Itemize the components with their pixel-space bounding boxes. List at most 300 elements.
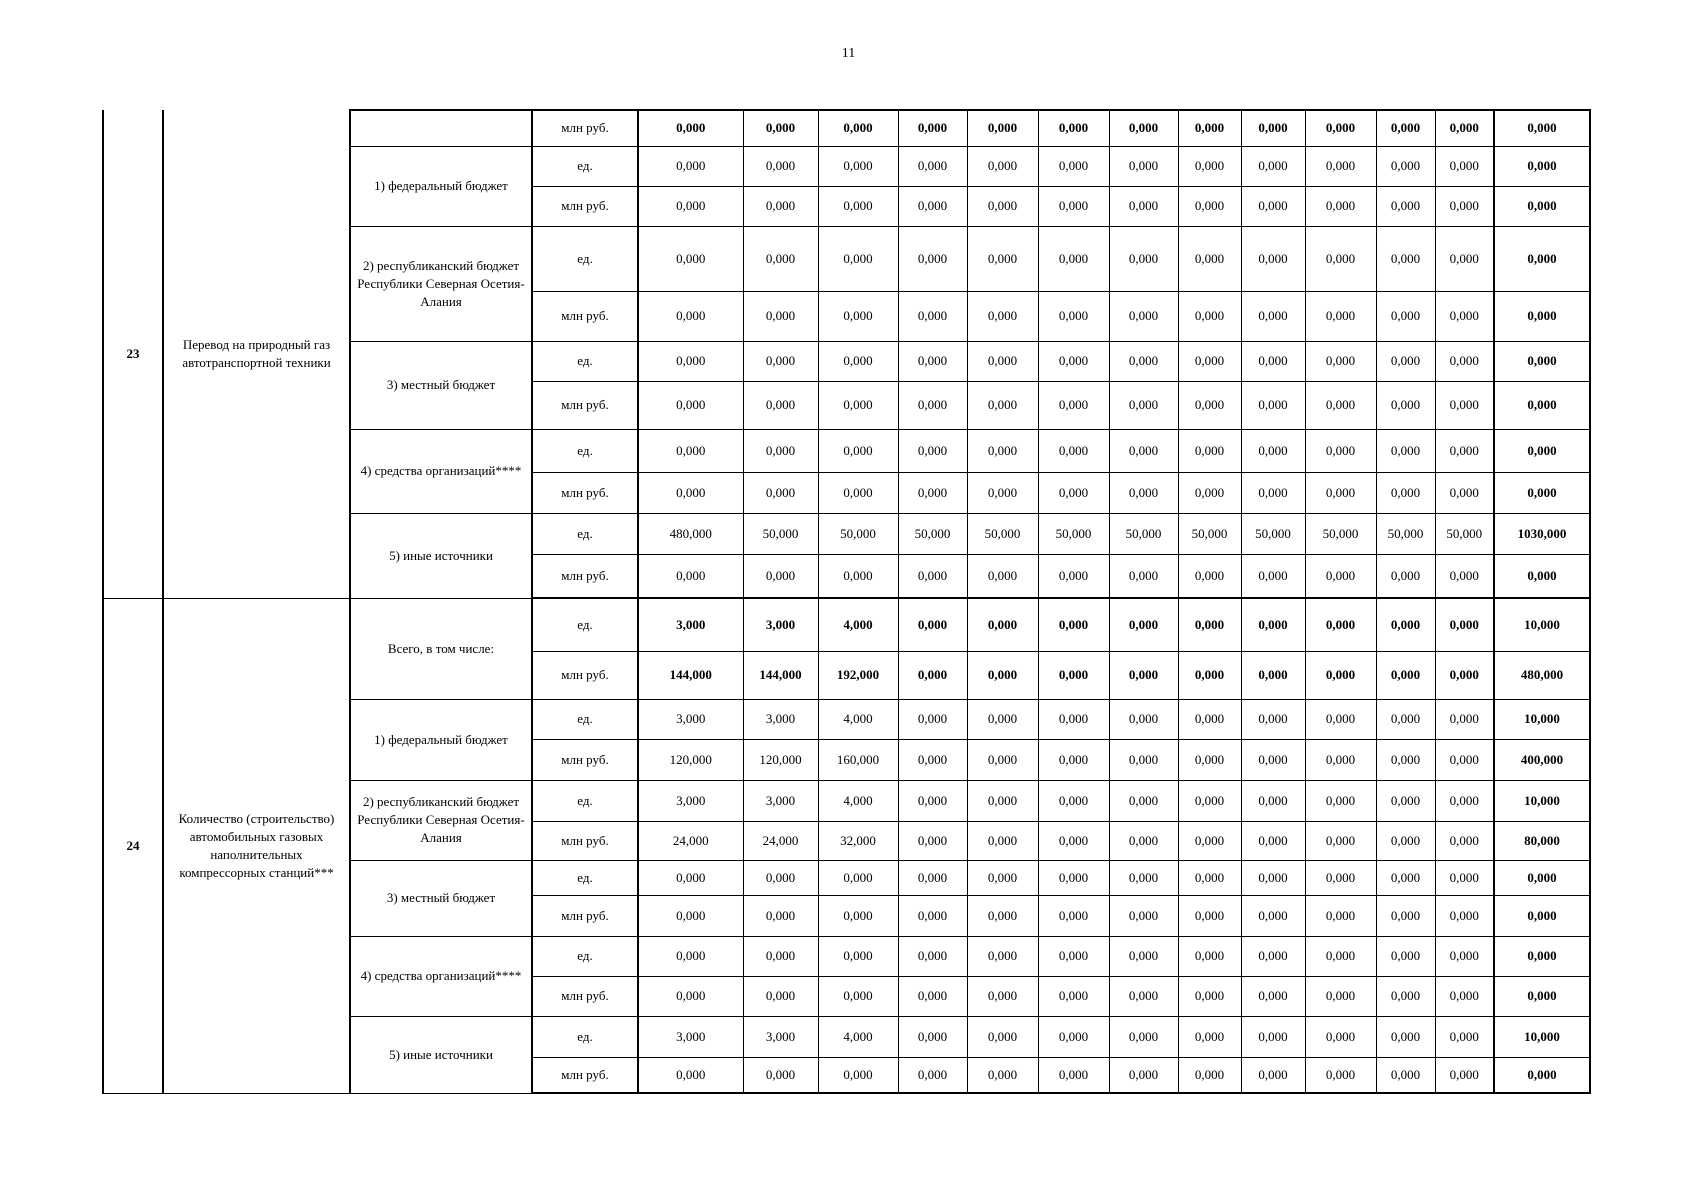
value-cell: 0,000 — [967, 1016, 1038, 1057]
value-cell: 0,000 — [1435, 186, 1494, 226]
value-cell: 0,000 — [1241, 860, 1305, 895]
value-cell: 0,000 — [1178, 598, 1241, 651]
value-cell: 0,000 — [1241, 1057, 1305, 1093]
value-cell: 0,000 — [743, 146, 818, 186]
value-cell: 0,000 — [1376, 1016, 1435, 1057]
value-cell: 0,000 — [743, 472, 818, 513]
table-row — [103, 598, 1590, 651]
total-cell: 480,000 — [1494, 651, 1590, 699]
row-number: 23 — [103, 110, 163, 598]
value-cell: 0,000 — [1241, 429, 1305, 472]
value-cell: 0,000 — [1376, 429, 1435, 472]
value-cell: 0,000 — [1376, 110, 1435, 146]
value-cell: 3,000 — [638, 780, 743, 821]
value-cell: 0,000 — [1241, 341, 1305, 381]
value-cell: 0,000 — [1435, 1016, 1494, 1057]
unit-cell: млн руб. — [532, 651, 638, 699]
value-cell: 0,000 — [1305, 381, 1376, 429]
value-cell: 0,000 — [1038, 554, 1109, 598]
unit-cell: ед. — [532, 513, 638, 554]
unit-cell: млн руб. — [532, 976, 638, 1016]
value-cell: 0,000 — [638, 472, 743, 513]
value-cell: 0,000 — [1376, 598, 1435, 651]
funding-source: 2) республиканский бюджет Республики Северная Осетия-Алания — [350, 780, 532, 860]
value-cell: 0,000 — [1038, 429, 1109, 472]
value-cell: 0,000 — [1305, 598, 1376, 651]
unit-cell: млн руб. — [532, 895, 638, 936]
unit-cell: ед. — [532, 226, 638, 291]
value-cell: 0,000 — [818, 110, 898, 146]
value-cell: 0,000 — [1241, 976, 1305, 1016]
value-cell: 0,000 — [818, 976, 898, 1016]
value-cell: 0,000 — [1376, 186, 1435, 226]
value-cell: 0,000 — [1435, 780, 1494, 821]
value-cell: 192,000 — [818, 651, 898, 699]
value-cell: 50,000 — [1435, 513, 1494, 554]
value-cell: 0,000 — [898, 780, 967, 821]
funding-source: Всего, в том числе: — [350, 598, 532, 699]
value-cell: 0,000 — [898, 1016, 967, 1057]
total-cell: 0,000 — [1494, 860, 1590, 895]
total-cell: 0,000 — [1494, 110, 1590, 146]
value-cell: 0,000 — [1178, 226, 1241, 291]
value-cell: 50,000 — [1038, 513, 1109, 554]
total-cell: 0,000 — [1494, 936, 1590, 976]
value-cell: 0,000 — [743, 976, 818, 1016]
value-cell: 0,000 — [743, 226, 818, 291]
table-row — [103, 110, 1590, 146]
value-cell: 0,000 — [1376, 341, 1435, 381]
unit-cell: млн руб. — [532, 1057, 638, 1093]
value-cell: 144,000 — [638, 651, 743, 699]
value-cell: 0,000 — [1109, 739, 1178, 780]
value-cell: 144,000 — [743, 651, 818, 699]
value-cell: 24,000 — [638, 821, 743, 860]
value-cell: 3,000 — [743, 598, 818, 651]
value-cell: 0,000 — [1241, 110, 1305, 146]
value-cell: 0,000 — [1435, 739, 1494, 780]
value-cell: 0,000 — [1241, 739, 1305, 780]
value-cell: 0,000 — [1241, 780, 1305, 821]
value-cell: 0,000 — [967, 598, 1038, 651]
value-cell: 0,000 — [898, 860, 967, 895]
value-cell: 0,000 — [1435, 1057, 1494, 1093]
value-cell: 50,000 — [743, 513, 818, 554]
value-cell: 0,000 — [1178, 554, 1241, 598]
value-cell: 0,000 — [1038, 936, 1109, 976]
funding-source — [350, 110, 532, 146]
value-cell: 0,000 — [638, 291, 743, 341]
value-cell: 0,000 — [638, 381, 743, 429]
value-cell: 0,000 — [1109, 895, 1178, 936]
value-cell: 3,000 — [638, 699, 743, 739]
value-cell: 0,000 — [1038, 651, 1109, 699]
value-cell: 0,000 — [1038, 110, 1109, 146]
value-cell: 0,000 — [1038, 739, 1109, 780]
value-cell: 0,000 — [1178, 1016, 1241, 1057]
value-cell: 0,000 — [1038, 341, 1109, 381]
value-cell: 0,000 — [1241, 651, 1305, 699]
value-cell: 0,000 — [967, 381, 1038, 429]
value-cell: 0,000 — [1178, 651, 1241, 699]
value-cell: 0,000 — [898, 895, 967, 936]
value-cell: 0,000 — [898, 1057, 967, 1093]
value-cell: 0,000 — [1241, 291, 1305, 341]
value-cell: 0,000 — [1376, 780, 1435, 821]
value-cell: 0,000 — [1305, 860, 1376, 895]
value-cell: 0,000 — [1376, 936, 1435, 976]
value-cell: 0,000 — [898, 821, 967, 860]
value-cell: 0,000 — [1376, 1057, 1435, 1093]
value-cell: 0,000 — [967, 291, 1038, 341]
value-cell: 4,000 — [818, 598, 898, 651]
value-cell: 0,000 — [1376, 976, 1435, 1016]
value-cell: 0,000 — [1178, 860, 1241, 895]
value-cell: 0,000 — [638, 936, 743, 976]
value-cell: 0,000 — [967, 780, 1038, 821]
value-cell: 0,000 — [898, 429, 967, 472]
value-cell: 0,000 — [1178, 381, 1241, 429]
value-cell: 0,000 — [1435, 895, 1494, 936]
total-cell: 0,000 — [1494, 429, 1590, 472]
funding-source: 3) местный бюджет — [350, 860, 532, 936]
value-cell: 0,000 — [1109, 1057, 1178, 1093]
value-cell: 0,000 — [743, 381, 818, 429]
total-cell: 10,000 — [1494, 699, 1590, 739]
value-cell: 0,000 — [1376, 554, 1435, 598]
value-cell: 0,000 — [1241, 936, 1305, 976]
funding-source: 1) федеральный бюджет — [350, 146, 532, 226]
value-cell: 0,000 — [743, 110, 818, 146]
value-cell: 0,000 — [1109, 472, 1178, 513]
value-cell: 0,000 — [1241, 821, 1305, 860]
unit-cell: ед. — [532, 860, 638, 895]
value-cell: 50,000 — [1178, 513, 1241, 554]
value-cell: 120,000 — [743, 739, 818, 780]
value-cell: 0,000 — [967, 1057, 1038, 1093]
value-cell: 0,000 — [1038, 895, 1109, 936]
value-cell: 0,000 — [1109, 110, 1178, 146]
total-cell: 10,000 — [1494, 1016, 1590, 1057]
value-cell: 0,000 — [898, 936, 967, 976]
value-cell: 0,000 — [967, 429, 1038, 472]
funding-source: 3) местный бюджет — [350, 341, 532, 429]
value-cell: 0,000 — [1305, 1016, 1376, 1057]
value-cell: 0,000 — [818, 429, 898, 472]
funding-source: 5) иные источники — [350, 513, 532, 598]
value-cell: 0,000 — [1376, 291, 1435, 341]
value-cell: 0,000 — [967, 554, 1038, 598]
value-cell: 0,000 — [1038, 1057, 1109, 1093]
value-cell: 0,000 — [1435, 936, 1494, 976]
value-cell: 0,000 — [1178, 341, 1241, 381]
value-cell: 0,000 — [898, 976, 967, 1016]
value-cell: 0,000 — [967, 341, 1038, 381]
value-cell: 0,000 — [898, 472, 967, 513]
value-cell: 0,000 — [1435, 472, 1494, 513]
value-cell: 0,000 — [1305, 472, 1376, 513]
value-cell: 0,000 — [638, 146, 743, 186]
value-cell: 0,000 — [1435, 110, 1494, 146]
page-number: 11 — [841, 46, 856, 61]
value-cell: 0,000 — [967, 976, 1038, 1016]
value-cell: 0,000 — [1178, 699, 1241, 739]
total-cell: 10,000 — [1494, 598, 1590, 651]
value-cell: 50,000 — [1109, 513, 1178, 554]
value-cell: 4,000 — [818, 699, 898, 739]
value-cell: 0,000 — [1376, 860, 1435, 895]
value-cell: 0,000 — [967, 226, 1038, 291]
value-cell: 50,000 — [818, 513, 898, 554]
value-cell: 0,000 — [1305, 739, 1376, 780]
value-cell: 0,000 — [1376, 821, 1435, 860]
value-cell: 4,000 — [818, 1016, 898, 1057]
value-cell: 0,000 — [898, 554, 967, 598]
value-cell: 0,000 — [1305, 699, 1376, 739]
value-cell: 50,000 — [1241, 513, 1305, 554]
value-cell: 0,000 — [1435, 598, 1494, 651]
unit-cell: млн руб. — [532, 821, 638, 860]
value-cell: 0,000 — [1435, 226, 1494, 291]
value-cell: 0,000 — [1241, 699, 1305, 739]
value-cell: 0,000 — [1435, 146, 1494, 186]
value-cell: 0,000 — [898, 226, 967, 291]
value-cell: 0,000 — [1038, 780, 1109, 821]
value-cell: 160,000 — [818, 739, 898, 780]
value-cell: 0,000 — [818, 291, 898, 341]
funding-source: 2) республиканский бюджет Республики Северная Осетия-Алания — [350, 226, 532, 341]
funding-source: 4) средства организаций**** — [350, 936, 532, 1016]
value-cell: 0,000 — [1305, 1057, 1376, 1093]
value-cell: 0,000 — [1109, 226, 1178, 291]
funding-source: 4) средства организаций**** — [350, 429, 532, 513]
value-cell: 0,000 — [1305, 976, 1376, 1016]
value-cell: 0,000 — [1178, 739, 1241, 780]
value-cell: 0,000 — [818, 381, 898, 429]
value-cell: 0,000 — [1435, 291, 1494, 341]
funding-source: 1) федеральный бюджет — [350, 699, 532, 780]
unit-cell: ед. — [532, 1016, 638, 1057]
unit-cell: ед. — [532, 341, 638, 381]
unit-cell: млн руб. — [532, 110, 638, 146]
value-cell: 0,000 — [1038, 291, 1109, 341]
value-cell: 0,000 — [1241, 598, 1305, 651]
value-cell: 0,000 — [1178, 186, 1241, 226]
value-cell: 0,000 — [1305, 341, 1376, 381]
value-cell: 0,000 — [1435, 429, 1494, 472]
value-cell: 0,000 — [1305, 186, 1376, 226]
unit-cell: ед. — [532, 429, 638, 472]
value-cell: 0,000 — [638, 554, 743, 598]
value-cell: 4,000 — [818, 780, 898, 821]
value-cell: 0,000 — [1305, 651, 1376, 699]
total-cell: 0,000 — [1494, 472, 1590, 513]
value-cell: 0,000 — [1178, 895, 1241, 936]
value-cell: 0,000 — [1109, 651, 1178, 699]
value-cell: 0,000 — [1109, 554, 1178, 598]
value-cell: 0,000 — [1435, 976, 1494, 1016]
value-cell: 50,000 — [1305, 513, 1376, 554]
value-cell: 0,000 — [1241, 895, 1305, 936]
value-cell: 0,000 — [1178, 780, 1241, 821]
row-number: 24 — [103, 598, 163, 1093]
value-cell: 0,000 — [1109, 598, 1178, 651]
value-cell: 0,000 — [898, 110, 967, 146]
value-cell: 0,000 — [1376, 651, 1435, 699]
value-cell: 50,000 — [967, 513, 1038, 554]
value-cell: 0,000 — [818, 341, 898, 381]
value-cell: 0,000 — [1376, 146, 1435, 186]
value-cell: 0,000 — [1038, 1016, 1109, 1057]
value-cell: 0,000 — [1376, 381, 1435, 429]
value-cell: 0,000 — [1178, 146, 1241, 186]
value-cell: 24,000 — [743, 821, 818, 860]
value-cell: 0,000 — [818, 186, 898, 226]
value-cell: 0,000 — [967, 651, 1038, 699]
value-cell: 0,000 — [638, 1057, 743, 1093]
value-cell: 0,000 — [818, 860, 898, 895]
value-cell: 0,000 — [1038, 821, 1109, 860]
value-cell: 0,000 — [1376, 895, 1435, 936]
total-cell: 0,000 — [1494, 146, 1590, 186]
value-cell: 0,000 — [898, 739, 967, 780]
value-cell: 0,000 — [1305, 554, 1376, 598]
indicator-name: Перевод на природный газ автотранспортной техники — [163, 110, 350, 598]
value-cell: 480,000 — [638, 513, 743, 554]
total-cell: 0,000 — [1494, 895, 1590, 936]
unit-cell: млн руб. — [532, 554, 638, 598]
value-cell: 0,000 — [1376, 226, 1435, 291]
value-cell: 0,000 — [967, 146, 1038, 186]
value-cell: 0,000 — [743, 936, 818, 976]
value-cell: 0,000 — [818, 895, 898, 936]
value-cell: 0,000 — [1038, 699, 1109, 739]
value-cell: 0,000 — [898, 598, 967, 651]
value-cell: 0,000 — [1241, 1016, 1305, 1057]
total-cell: 10,000 — [1494, 780, 1590, 821]
value-cell: 0,000 — [1178, 936, 1241, 976]
total-cell: 0,000 — [1494, 291, 1590, 341]
value-cell: 0,000 — [1109, 821, 1178, 860]
value-cell: 0,000 — [1109, 936, 1178, 976]
value-cell: 0,000 — [898, 146, 967, 186]
value-cell: 0,000 — [638, 895, 743, 936]
value-cell: 0,000 — [1305, 821, 1376, 860]
value-cell: 0,000 — [1038, 976, 1109, 1016]
value-cell: 0,000 — [967, 186, 1038, 226]
value-cell: 0,000 — [1435, 341, 1494, 381]
value-cell: 0,000 — [967, 821, 1038, 860]
value-cell: 0,000 — [1305, 226, 1376, 291]
value-cell: 0,000 — [1178, 976, 1241, 1016]
value-cell: 0,000 — [1376, 739, 1435, 780]
total-cell: 0,000 — [1494, 341, 1590, 381]
value-cell: 0,000 — [1241, 472, 1305, 513]
value-cell: 0,000 — [818, 472, 898, 513]
value-cell: 0,000 — [1109, 381, 1178, 429]
value-cell: 0,000 — [898, 291, 967, 341]
value-cell: 0,000 — [638, 186, 743, 226]
value-cell: 0,000 — [1038, 598, 1109, 651]
value-cell: 0,000 — [1435, 821, 1494, 860]
value-cell: 0,000 — [1178, 1057, 1241, 1093]
value-cell: 0,000 — [967, 936, 1038, 976]
value-cell: 0,000 — [1305, 895, 1376, 936]
value-cell: 0,000 — [1038, 381, 1109, 429]
value-cell: 0,000 — [1178, 472, 1241, 513]
value-cell: 0,000 — [967, 110, 1038, 146]
value-cell: 3,000 — [638, 598, 743, 651]
value-cell: 0,000 — [1376, 699, 1435, 739]
value-cell: 0,000 — [967, 699, 1038, 739]
value-cell: 0,000 — [967, 472, 1038, 513]
unit-cell: млн руб. — [532, 472, 638, 513]
value-cell: 0,000 — [743, 186, 818, 226]
total-cell: 0,000 — [1494, 226, 1590, 291]
value-cell: 0,000 — [1178, 429, 1241, 472]
value-cell: 0,000 — [818, 146, 898, 186]
value-cell: 0,000 — [638, 860, 743, 895]
value-cell: 0,000 — [1109, 976, 1178, 1016]
unit-cell: ед. — [532, 598, 638, 651]
value-cell: 50,000 — [898, 513, 967, 554]
value-cell: 0,000 — [1178, 110, 1241, 146]
indicator-name: Количество (строительство) автомобильных газовых наполнительных компрессорных станций*** — [163, 598, 350, 1093]
value-cell: 120,000 — [638, 739, 743, 780]
unit-cell: ед. — [532, 936, 638, 976]
unit-cell: млн руб. — [532, 739, 638, 780]
total-cell: 80,000 — [1494, 821, 1590, 860]
value-cell: 0,000 — [1109, 186, 1178, 226]
value-cell: 0,000 — [1435, 381, 1494, 429]
value-cell: 0,000 — [1109, 1016, 1178, 1057]
value-cell: 0,000 — [638, 976, 743, 1016]
value-cell: 0,000 — [898, 186, 967, 226]
total-cell: 0,000 — [1494, 976, 1590, 1016]
value-cell: 0,000 — [818, 554, 898, 598]
value-cell: 0,000 — [1305, 429, 1376, 472]
value-cell: 0,000 — [1109, 341, 1178, 381]
value-cell: 0,000 — [967, 739, 1038, 780]
value-cell: 0,000 — [1038, 472, 1109, 513]
value-cell: 0,000 — [967, 895, 1038, 936]
value-cell: 0,000 — [1038, 226, 1109, 291]
value-cell: 0,000 — [1435, 651, 1494, 699]
value-cell: 0,000 — [818, 936, 898, 976]
value-cell: 0,000 — [1241, 381, 1305, 429]
value-cell: 0,000 — [743, 554, 818, 598]
value-cell: 0,000 — [1435, 554, 1494, 598]
value-cell: 0,000 — [1435, 860, 1494, 895]
value-cell: 50,000 — [1376, 513, 1435, 554]
value-cell: 3,000 — [743, 699, 818, 739]
value-cell: 0,000 — [743, 429, 818, 472]
value-cell: 3,000 — [743, 1016, 818, 1057]
value-cell: 3,000 — [638, 1016, 743, 1057]
value-cell: 0,000 — [1109, 780, 1178, 821]
funding-table — [102, 109, 1591, 1094]
value-cell: 0,000 — [743, 860, 818, 895]
value-cell: 0,000 — [898, 699, 967, 739]
value-cell: 0,000 — [638, 341, 743, 381]
value-cell: 0,000 — [743, 895, 818, 936]
value-cell: 0,000 — [1178, 291, 1241, 341]
value-cell: 0,000 — [818, 226, 898, 291]
value-cell: 0,000 — [1305, 146, 1376, 186]
value-cell: 0,000 — [967, 860, 1038, 895]
value-cell: 0,000 — [1178, 821, 1241, 860]
value-cell: 0,000 — [898, 381, 967, 429]
